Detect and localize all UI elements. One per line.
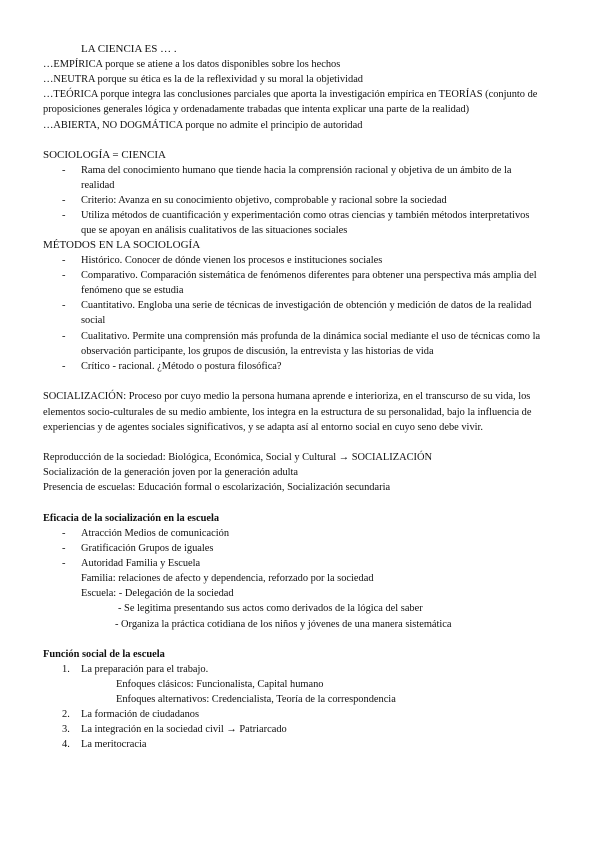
bullet-dash: - [62, 331, 66, 342]
funcion-item-trabajo: La preparación para el trabajo. [81, 664, 209, 675]
eficacia-familia-line: Familia: relaciones de afecto y dependencia, reforzado por la sociedad [81, 573, 374, 584]
funcion-item-integracion: La integración en la sociedad civil → Patriarcado [81, 724, 287, 735]
funcion-enfoques-alternativos: Enfoques alternativos: Credencialista, Teoría de la correspondencia [116, 694, 396, 705]
bullet-dash: - [62, 210, 66, 221]
eficacia-heading: Eficacia de la socialización en la escuela [43, 513, 220, 524]
metodos-item-cualitativo: Cualitativo. Permite una comprensión más profunda de la dinámica social mediante el uso de técnicas como la [81, 331, 541, 342]
ciencia-line-neutra: …NEUTRA porque su ética es la de la reflexividad y su moral la objetividad [43, 74, 363, 85]
list-number: 1. [62, 664, 70, 675]
eficacia-item-autoridad: Autoridad Familia y Escuela [81, 558, 201, 569]
funcion-heading: Función social de la escuela [43, 649, 165, 660]
metodos-heading: MÉTODOS EN LA SOCIOLOGÍA [43, 239, 201, 251]
list-number: 3. [62, 724, 70, 735]
ciencia-line-empirica: …EMPÍRICA porque se atiene a los datos disponibles sobre los hechos [43, 59, 341, 70]
bullet-dash: - [62, 361, 66, 372]
socializacion-generacion-line: Socialización de la generación joven por la generación adulta [43, 467, 299, 478]
list-number: 4. [62, 739, 70, 750]
socializacion-line-3: experiencias y de agentes sociales significativos, y se adapta así al entorno social en cuyo seno debe vivir. [43, 422, 484, 433]
metodos-item-comparativo-cont: fenómeno que se estudia [81, 285, 184, 296]
bullet-dash: - [62, 165, 66, 176]
funcion-item-meritocracia: La meritocracia [81, 739, 147, 750]
bullet-dash: - [62, 255, 66, 266]
metodos-item-historico: Histórico. Conocer de dónde vienen los procesos e instituciones sociales [81, 255, 383, 266]
bullet-dash: - [62, 528, 66, 539]
eficacia-escuela-sub-legitima: - Se legitima presentando sus actos como derivados de la lógica del saber [118, 603, 423, 614]
eficacia-escuela-sub-organiza: - Organiza la práctica cotidiana de los niños y jóvenes de una manera sistemática [115, 619, 452, 630]
eficacia-item-gratificacion: Gratificación Grupos de iguales [81, 543, 214, 554]
presencia-escuelas-line: Presencia de escuelas: Educación formal o escolarización, Socialización secundaria [43, 482, 391, 493]
sociologia-item-metodos: Utiliza métodos de cuantificación y experimentación como otras ciencias y también métodos interpretativos [81, 210, 530, 221]
sociologia-item-rama: Rama del conocimiento humano que tiende hacia la comprensión racional y objetiva de un ámbito de la [81, 165, 512, 176]
eficacia-escuela-line: Escuela: - Delegación de la sociedad [81, 588, 234, 599]
sociologia-item-metodos-cont: que se apoyan en análisis cualitativos de las situaciones sociales [81, 225, 348, 236]
metodos-item-critico: Crítico - racional. ¿Método o postura filosófica? [81, 361, 282, 372]
bullet-dash: - [62, 558, 66, 569]
funcion-enfoques-clasicos: Enfoques clásicos: Funcionalista, Capital humano [116, 679, 324, 690]
ciencia-title: LA CIENCIA ES … . [81, 43, 177, 55]
eficacia-item-atraccion: Atracción Medios de comunicación [81, 528, 230, 539]
funcion-item-ciudadanos: La formación de ciudadanos [81, 709, 200, 720]
socializacion-line-2: elementos socio-culturales de su medio ambiente, los integra en la estructura de su personalidad, bajo la influencia de [43, 407, 532, 418]
sociologia-item-rama-cont: realidad [81, 180, 115, 191]
list-number: 2. [62, 709, 70, 720]
bullet-dash: - [62, 195, 66, 206]
bullet-dash: - [62, 300, 66, 311]
metodos-item-cualitativo-cont: observación participante, los grupos de discusión, la entrevista y las historias de vida [81, 346, 434, 357]
metodos-item-cuantitativo: Cuantitativo. Engloba una serie de técnicas de investigación de obtención y medición de datos de la realidad [81, 300, 532, 311]
sociologia-heading: SOCIOLOGÍA = CIENCIA [43, 149, 166, 161]
ciencia-line-abierta: …ABIERTA, NO DOGMÁTICA porque no admite el principio de autoridad [43, 120, 363, 131]
metodos-item-comparativo: Comparativo. Comparación sistemática de fenómenos diferentes para obtener una perspectiva más amplia del [81, 270, 537, 281]
socializacion-line-1: SOCIALIZACIÓN: Proceso por cuyo medio la persona humana aprende e interioriza, en el transcurso de su vida, los [43, 391, 531, 402]
ciencia-line-teorica-cont: proposiciones generales lógica y ordenadamente trabadas que intenta explicar una parte de la realidad) [43, 104, 470, 115]
bullet-dash: - [62, 543, 66, 554]
ciencia-line-teorica: …TEÓRICA porque integra las conclusiones parciales que aporta la investigación empírica en TEORÍAS (conjunto de [43, 89, 538, 100]
sociologia-item-criterio: Criterio: Avanza en su conocimiento objetivo, comprobable y racional sobre la sociedad [81, 195, 447, 206]
reproduccion-line: Reproducción de la sociedad: Biológica, Económica, Social y Cultural → SOCIALIZACIÓN [43, 452, 432, 463]
metodos-item-cuantitativo-cont: social [81, 315, 106, 326]
bullet-dash: - [62, 270, 66, 281]
